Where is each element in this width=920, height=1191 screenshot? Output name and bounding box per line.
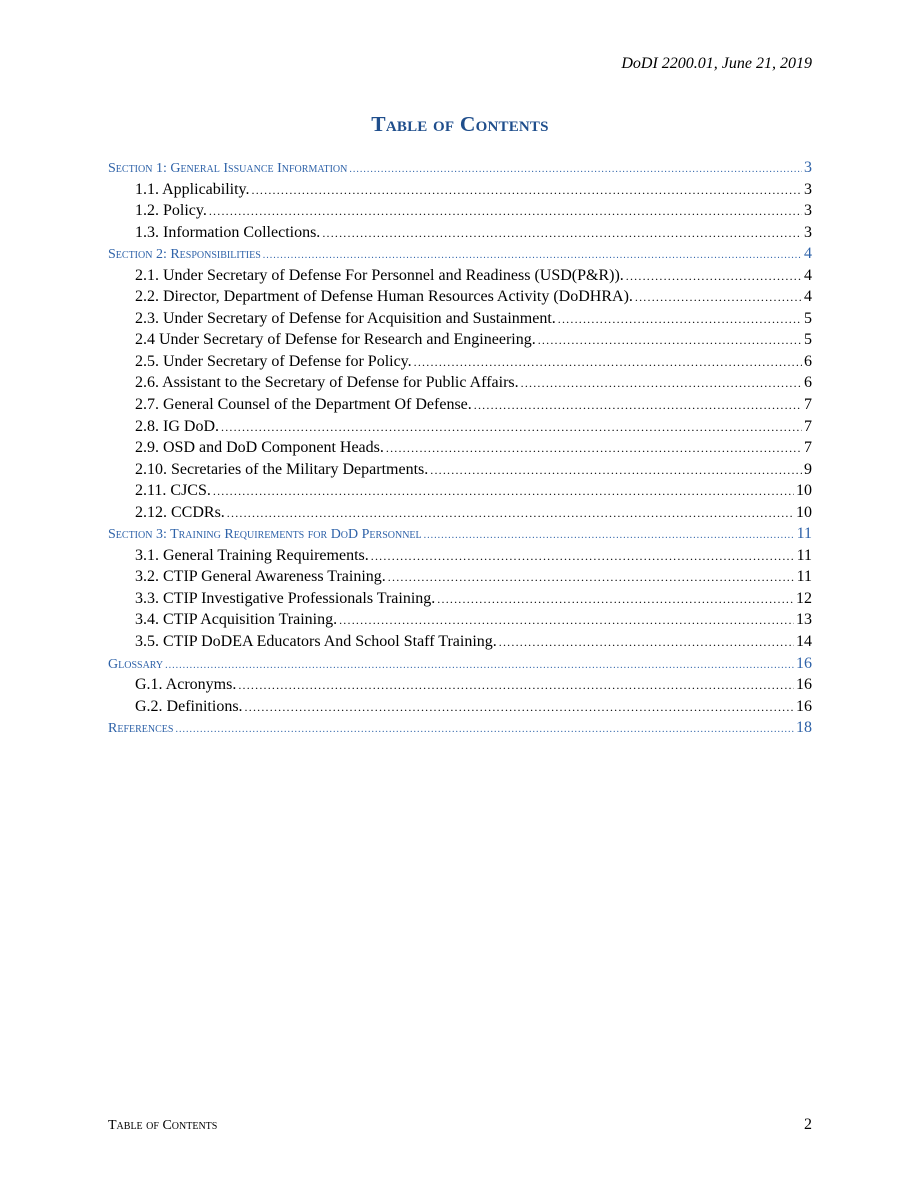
toc-entry-page-number: 13 (796, 611, 812, 629)
toc-entry-page-number: 4 (804, 288, 812, 306)
toc-entry-page-number: 3 (804, 202, 812, 220)
dot-leader (521, 373, 802, 395)
toc-entry-page-number: 4 (804, 245, 812, 263)
toc-entry-page-number: 12 (796, 589, 812, 607)
toc-entry-label: 3.5. CTIP DoDEA Educators And School Staff Training. (135, 633, 497, 651)
dot-leader (252, 180, 802, 202)
toc-entry-page-number: 5 (804, 309, 812, 327)
dot-leader (414, 352, 802, 374)
toc-entry-page-number: 16 (796, 697, 812, 715)
toc-entry-page-number: 10 (796, 503, 812, 521)
toc-entry-page-number: 11 (796, 525, 812, 543)
toc-entry-page-number: 11 (796, 568, 812, 586)
toc-entry-label: 3.2. CTIP General Awareness Training. (135, 568, 386, 586)
toc-entry-label: Glossary (108, 656, 164, 672)
toc-entry-page-number: 7 (804, 439, 812, 457)
dot-leader (538, 330, 802, 352)
toc-subsection-link[interactable] (108, 502, 812, 524)
dot-leader (437, 589, 794, 611)
toc-subsection-link[interactable] (108, 394, 812, 416)
toc-subsection-link[interactable] (108, 437, 812, 459)
dot-leader (209, 201, 802, 223)
toc-entry-label: 2.4 Under Secretary of Defense for Research and Engineering. (135, 331, 536, 349)
toc-entry-page-number: 7 (804, 396, 812, 414)
dot-leader (227, 503, 794, 525)
table-of-contents (108, 157, 812, 739)
toc-subsection-link[interactable] (108, 372, 812, 394)
toc-subsection-link[interactable] (108, 200, 812, 222)
toc-entry-label: 1.1. Applicability. (135, 180, 250, 198)
toc-entry-label: 2.7. General Counsel of the Department Of Defense. (135, 396, 472, 414)
dot-leader (474, 395, 802, 417)
toc-entry-page-number: 18 (796, 719, 812, 737)
dot-leader (339, 610, 794, 632)
dot-leader (349, 159, 802, 181)
dot-leader (213, 481, 794, 503)
toc-entry-page-number: 6 (804, 352, 812, 370)
toc-subsection-link[interactable] (108, 222, 812, 244)
toc-entry-page-number: 16 (796, 654, 812, 672)
toc-subsection-link[interactable] (108, 351, 812, 373)
dot-leader (424, 525, 795, 547)
dot-leader (245, 697, 794, 719)
dot-leader (499, 632, 794, 654)
toc-entry-page-number: 16 (796, 676, 812, 694)
dot-leader (430, 460, 802, 482)
toc-section-link[interactable] (108, 523, 812, 545)
toc-entry-label: 2.1. Under Secretary of Defense For Personnel and Readiness (USD(P&R)). (135, 266, 624, 284)
toc-entry-label: G.2. Definitions. (135, 697, 243, 715)
dot-leader (635, 287, 802, 309)
toc-entry-page-number: 10 (796, 482, 812, 500)
toc-entry-label: 2.3. Under Secretary of Defense for Acquisition and Sustainment. (135, 309, 556, 327)
toc-entry-label: 3.1. General Training Requirements. (135, 546, 369, 564)
dot-leader (386, 438, 802, 460)
toc-entry-page-number: 3 (804, 180, 812, 198)
toc-entry-page-number: 5 (804, 331, 812, 349)
toc-entry-label: 2.5. Under Secretary of Defense for Policy. (135, 352, 412, 370)
toc-subsection-link[interactable] (108, 631, 812, 653)
toc-entry-label: G.1. Acronyms. (135, 676, 237, 694)
toc-entry-label: 1.2. Policy. (135, 202, 207, 220)
toc-entry-label: References (108, 721, 174, 737)
toc-entry-page-number: 3 (804, 159, 812, 176)
toc-section-link[interactable] (108, 653, 812, 675)
dot-leader (322, 223, 802, 245)
toc-section-link[interactable] (108, 243, 812, 265)
toc-section-link[interactable] (108, 717, 812, 739)
toc-entry-page-number: 4 (804, 266, 812, 284)
toc-entry-label: 2.8. IG DoD. (135, 417, 219, 435)
document-reference-header: DoDI 2200.01, June 21, 2019 (621, 55, 812, 72)
dot-leader (263, 245, 802, 267)
dot-leader (558, 309, 802, 331)
footer-section-label: Table of Contents (108, 1118, 218, 1133)
toc-entry-label: Section 1: General Issuance Information (108, 161, 348, 176)
toc-entry-label: Section 2: Responsibilities (108, 247, 261, 263)
toc-subsection-link[interactable] (108, 416, 812, 438)
toc-entry-label: Section 3: Training Requirements for DoD Personnel (108, 527, 422, 543)
dot-leader (388, 567, 795, 589)
toc-subsection-link[interactable] (108, 480, 812, 502)
dot-leader (165, 655, 794, 677)
toc-entry-label: 3.3. CTIP Investigative Professionals Training. (135, 589, 436, 607)
toc-subsection-link[interactable] (108, 265, 812, 287)
dot-leader (221, 417, 802, 439)
toc-entry-label: 2.2. Director, Department of Defense Human Resources Activity (DoDHRA). (135, 288, 633, 306)
toc-subsection-link[interactable] (108, 459, 812, 481)
footer-page-number: 2 (804, 1116, 812, 1133)
toc-subsection-link[interactable] (108, 545, 812, 567)
toc-entry-page-number: 3 (804, 223, 812, 241)
toc-subsection-link[interactable] (108, 588, 812, 610)
toc-entry-page-number: 6 (804, 374, 812, 392)
toc-subsection-link[interactable] (108, 674, 812, 696)
toc-entry-label: 2.6. Assistant to the Secretary of Defense for Public Affairs. (135, 374, 519, 392)
toc-entry-label: 2.9. OSD and DoD Component Heads. (135, 439, 384, 457)
dot-leader (626, 266, 802, 288)
toc-subsection-link[interactable] (108, 609, 812, 631)
toc-subsection-link[interactable] (108, 308, 812, 330)
toc-entry-label: 2.11. CJCS. (135, 482, 211, 500)
toc-subsection-link[interactable] (108, 179, 812, 201)
toc-section-link[interactable] (108, 157, 812, 179)
toc-entry-page-number: 14 (796, 633, 812, 651)
toc-subsection-link[interactable] (108, 329, 812, 351)
toc-subsection-link[interactable] (108, 696, 812, 718)
toc-entry-label: 2.10. Secretaries of the Military Departments. (135, 460, 429, 478)
toc-entry-page-number: 9 (804, 460, 812, 478)
toc-entry-label: 2.12. CCDRs. (135, 503, 225, 521)
toc-entry-label: 1.3. Information Collections. (135, 223, 321, 241)
toc-entry-page-number: 7 (804, 417, 812, 435)
page-title: Table of Contents (371, 112, 549, 136)
dot-leader (175, 719, 794, 741)
toc-subsection-link[interactable] (108, 286, 812, 308)
toc-entry-page-number: 11 (796, 546, 812, 564)
dot-leader (371, 546, 795, 568)
dot-leader (238, 675, 794, 697)
toc-subsection-link[interactable] (108, 566, 812, 588)
toc-entry-label: 3.4. CTIP Acquisition Training. (135, 611, 338, 629)
